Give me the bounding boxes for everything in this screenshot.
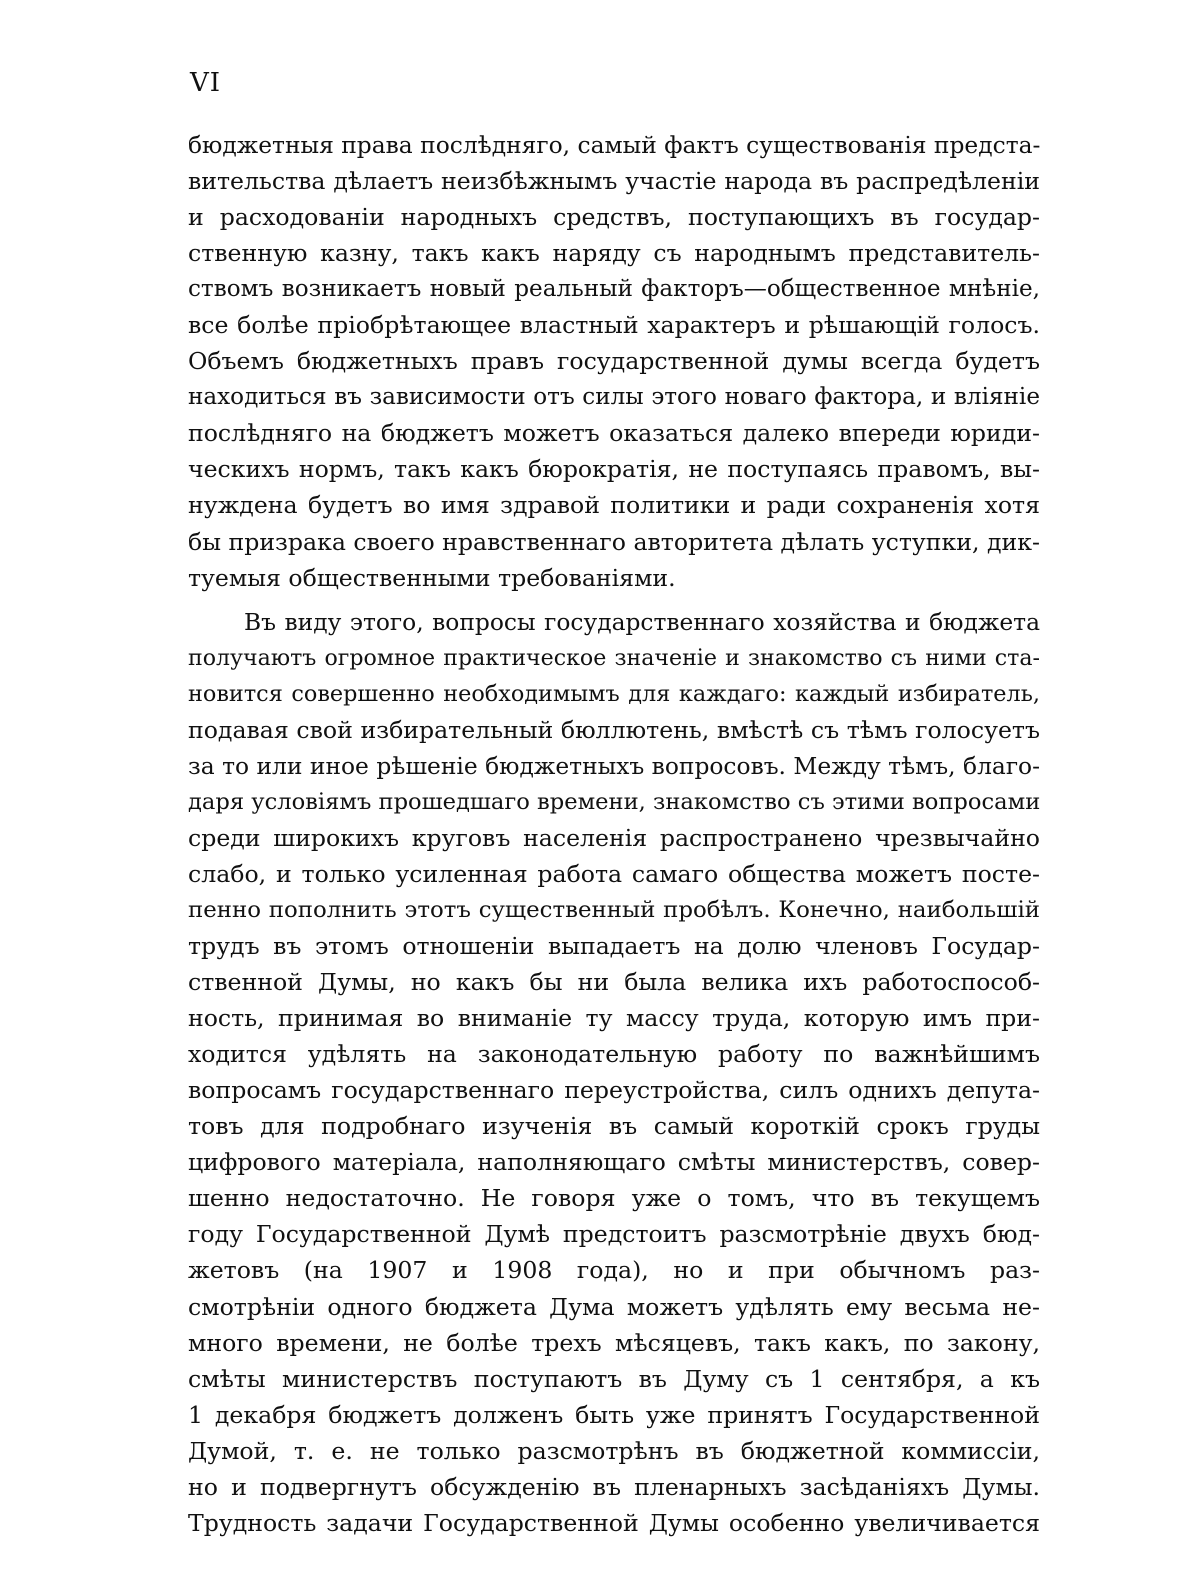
- text-line: бюджетныя права послѣдняго, самый фактъ существованія предста-: [188, 131, 1041, 159]
- text-line: среди широкихъ круговъ населенія распространено чрезвычайно: [188, 823, 1040, 852]
- text-line: цифрового матеріала, наполняющаго смѣты министерствъ, совер-: [188, 1148, 1040, 1177]
- text-line: Въ виду этого, вопросы государственнаго хозяйства и бюджета: [244, 607, 1040, 636]
- text-line: бы призрака своего нравственнаго авторитета дѣлать уступки, дик-: [188, 527, 1040, 556]
- text-line: Трудность задачи Государственной Думы особенно увеличивается: [188, 1508, 1040, 1537]
- text-line: ствомъ возникаетъ новый реальный факторъ—общественное мнѣніе,: [188, 276, 1040, 303]
- paragraph-gap: [188, 596, 1040, 604]
- text-line: новится совершенно необходимымъ для каждаго: каждый избиратель,: [188, 680, 1040, 707]
- text-line: вительства дѣлаетъ неизбѣжнымъ участіе народа въ распредѣленіи: [188, 167, 1040, 196]
- text-line: за то или иное рѣшеніе бюджетныхъ вопросовъ. Между тѣмъ, благо-: [188, 751, 1040, 780]
- text-line: туемыя общественными требованіями.: [188, 563, 676, 592]
- text-line: пенно пополнить этотъ существенный пробѣлъ. Конечно, наибольшій: [188, 896, 1040, 923]
- text-line: ность, принимая во вниманіе ту массу труда, которую имъ при-: [188, 1004, 1040, 1033]
- body-text: [188, 127, 1040, 1541]
- text-line: много времени, не болѣе трехъ мѣсяцевъ, такъ какъ, по закону,: [188, 1328, 1040, 1357]
- text-line: 1 декабря бюджетъ долженъ быть уже принятъ Государственной: [188, 1400, 1040, 1429]
- text-line: Объемъ бюджетныхъ правъ государственной думы всегда будетъ: [188, 347, 1040, 376]
- text-line: но и подвергнутъ обсужденію въ пленарныхъ засѣданіяхъ Думы.: [188, 1472, 1040, 1501]
- text-line: ственную казну, такъ какъ наряду съ народнымъ представитель-: [188, 239, 1040, 268]
- text-line: послѣдняго на бюджетъ можетъ оказаться далеко впереди юриди-: [188, 419, 1040, 448]
- text-line: смотрѣніи одного бюджета Дума можетъ удѣлять ему весьма не-: [188, 1292, 1040, 1321]
- text-line: вопросамъ государственнаго переустройства, силъ однихъ депута-: [188, 1076, 1040, 1105]
- text-line: получаютъ огромное практическое значеніе и знакомство съ ними ста-: [188, 644, 1040, 671]
- text-line: трудъ въ этомъ отношеніи выпадаетъ на долю членовъ Государ-: [188, 932, 1040, 961]
- text-line: слабо, и только усиленная работа самаго общества можетъ посте-: [188, 859, 1040, 888]
- text-line: жетовъ (на 1907 и 1908 года), но и при обычномъ раз-: [188, 1256, 1040, 1285]
- paragraph-1: [188, 127, 1040, 596]
- text-line: и расходованіи народныхъ средствъ, поступающихъ въ государ-: [188, 203, 1040, 232]
- text-line: нуждена будетъ во имя здравой политики и ради сохраненія хотя: [188, 491, 1040, 520]
- text-line: все болѣе пріобрѣтающее властный характеръ и рѣшающій голосъ.: [188, 311, 1040, 340]
- text-line: товъ для подробнаго изученія въ самый короткій срокъ груды: [188, 1112, 1040, 1141]
- text-line: году Государственной Думѣ предстоитъ разсмотрѣніе двухъ бюд-: [188, 1220, 1040, 1249]
- text-line: ходится удѣлять на законодательную работу по важнѣйшимъ: [188, 1040, 1040, 1069]
- text-line: даря условіямъ прошедшаго времени, знакомство съ этими вопросами: [188, 788, 1041, 815]
- text-line: подавая свой избирательный бюллютень, вмѣстѣ съ тѣмъ голосуетъ: [188, 715, 1040, 744]
- text-line: смѣты министерствъ поступаютъ въ Думу съ 1 сентября, а къ: [188, 1364, 1040, 1393]
- text-line: находиться въ зависимости отъ силы этого новаго фактора, и вліяніе: [188, 384, 1040, 411]
- paragraph-2: [188, 604, 1040, 1541]
- text-line: ческихъ нормъ, такъ какъ бюрократія, не поступаясь правомъ, вы-: [188, 455, 1040, 484]
- text-line: Думой, т. е. не только разсмотрѣнъ въ бюджетной коммиссіи,: [188, 1436, 1040, 1465]
- text-line: ственной Думы, но какъ бы ни была велика ихъ работоспособ-: [188, 968, 1040, 997]
- text-line: шенно недостаточно. Не говоря уже о томъ, что въ текущемъ: [188, 1184, 1040, 1213]
- page-number: VI: [190, 68, 222, 98]
